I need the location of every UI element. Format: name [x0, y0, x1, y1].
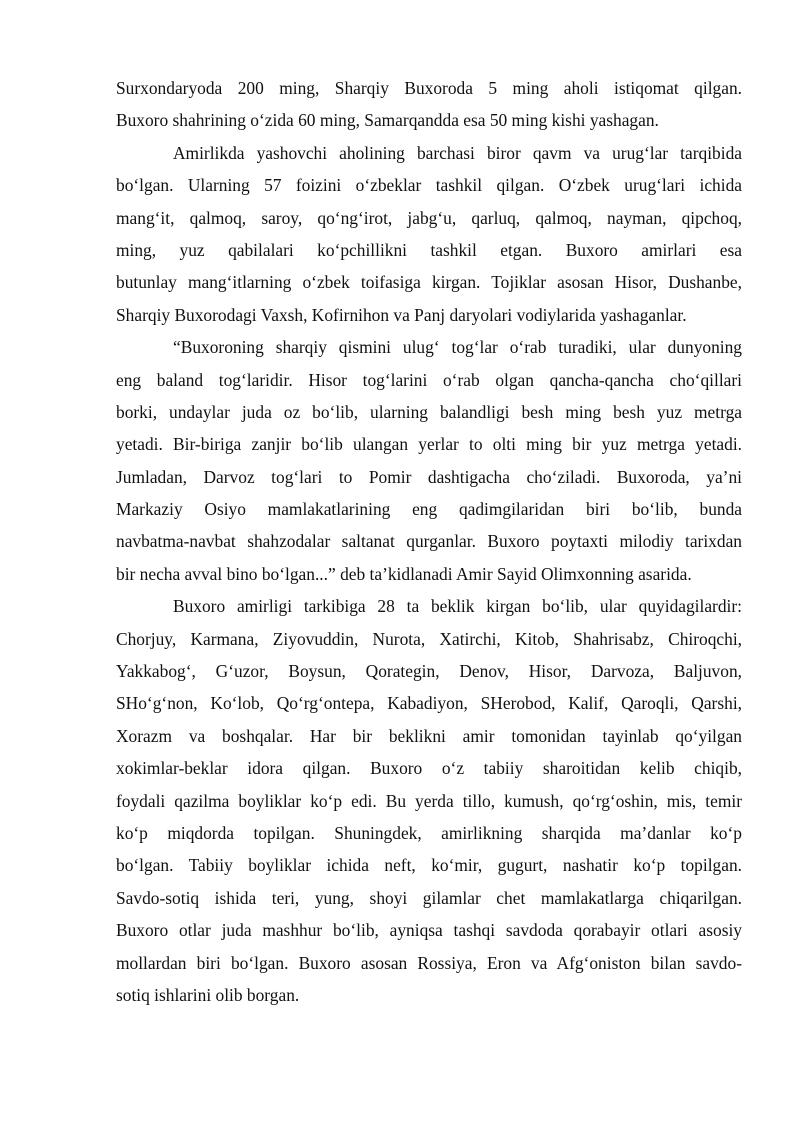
text-line: Savdo-sotiq ishida teri, yung, shoyi gilamlar chet mamlakatlarga chiqarilgan. [116, 887, 742, 908]
text-line: bo‘lgan. Ularning 57 foizini o‘zbeklar tashkil qilgan. O‘zbek urug‘lari ichida [116, 175, 742, 196]
text-line: mang‘it, qalmoq, saroy, qo‘ng‘irot, jabg‘u, qarluq, qalmoq, nayman, qipchoq, [116, 207, 742, 228]
text-line: xokimlar-beklar idora qilgan. Buxoro o‘z tabiiy sharoitidan kelib chiqib, [116, 758, 742, 779]
text-line: eng baland tog‘laridir. Hisor tog‘larini o‘rab olgan qancha-qancha cho‘qillari [116, 369, 742, 390]
text-line: Sharqiy Buxorodagi Vaxsh, Kofirnihon va Panj daryolari vodiylarida yashaganlar. [116, 304, 687, 325]
text-line: “Buxoroning sharqiy qismini ulug‘ tog‘lar o‘rab turadiki, ular dunyoning [173, 337, 742, 358]
text-line: Amirlikda yashovchi aholining barchasi biror qavm va urug‘lar tarqibida [173, 142, 742, 163]
text-line: Markaziy Osiyo mamlakatlarining eng qadimgilaridan biri bo‘lib, bunda [116, 499, 742, 520]
text-line: borki, undaylar juda oz bo‘lib, ularning balandligi besh ming besh yuz metrga [116, 401, 742, 422]
text-line: Xorazm va boshqalar. Har bir beklikni amir tomonidan tayinlab qo‘yilgan [116, 725, 742, 746]
text-line: Buxoro amirligi tarkibiga 28 ta beklik kirgan bo‘lib, ular quyidagilardir: [173, 596, 742, 617]
text-line: Surxondaryoda 200 ming, Sharqiy Buxoroda 5 ming aholi istiqomat qilgan. [116, 78, 742, 98]
text-line: sotiq ishlarini olib borgan. [116, 984, 300, 1005]
text-line: Jumladan, Darvoz tog‘lari to Pomir dashtigacha cho‘ziladi. Buxoroda, ya’ni [116, 466, 742, 487]
text-line: mollardan biri bo‘lgan. Buxoro asosan Rossiya, Eron va Afg‘oniston bilan savdo- [116, 952, 742, 973]
text-line: Buxoro otlar juda mashhur bo‘lib, ayniqsa tashqi savdoda qorabayir otlari asosiy [116, 920, 742, 941]
text-line: Yakkabog‘, G‘uzor, Boysun, Qorategin, Denov, Hisor, Darvoza, Baljuvon, [116, 661, 742, 682]
text-line: navbatma-navbat shahzodalar saltanat qurganlar. Buxoro poytaxti milodiy tarixdan [116, 531, 742, 552]
text-line: Chorjuy, Karmana, Ziyovuddin, Nurota, Xatirchi, Kitob, Shahrisabz, Chiroqchi, [116, 628, 742, 649]
text-line: yetadi. Bir-biriga zanjir bo‘lib ulangan yerlar to olti ming bir yuz metrga yetadi. [116, 434, 742, 455]
text-line: butunlay mang‘itlarning o‘zbek toifasiga kirgan. Tojiklar asosan Hisor, Dushanbe, [116, 272, 742, 293]
text-line: SHo‘g‘non, Ko‘lob, Qo‘rg‘ontepa, Kabadiyon, SHerobod, Kalif, Qaroqli, Qarshi, [116, 693, 742, 714]
text-line: Buxoro shahrining o‘zida 60 ming, Samarqandda esa 50 ming kishi yashagan. [116, 110, 659, 131]
text-line: bir necha avval bino bo‘lgan...” deb ta’kidlanadi Amir Sayid Olimxonning asarida. [116, 563, 692, 584]
text-line: ko‘p miqdorda topilgan. Shuningdek, amirlikning sharqida ma’danlar ko‘p [116, 822, 742, 843]
body-text [116, 72, 742, 1011]
text-line: foydali qazilma boyliklar ko‘p edi. Bu yerda tillo, kumush, qo‘rg‘oshin, mis, temir [116, 790, 742, 811]
text-line: ming, yuz qabilalari ko‘pchillikni tashkil etgan. Buxoro amirlari esa [116, 239, 742, 260]
text-line: bo‘lgan. Tabiiy boyliklar ichida neft, ko‘mir, gugurt, nashatir ko‘p topilgan. [116, 855, 742, 876]
